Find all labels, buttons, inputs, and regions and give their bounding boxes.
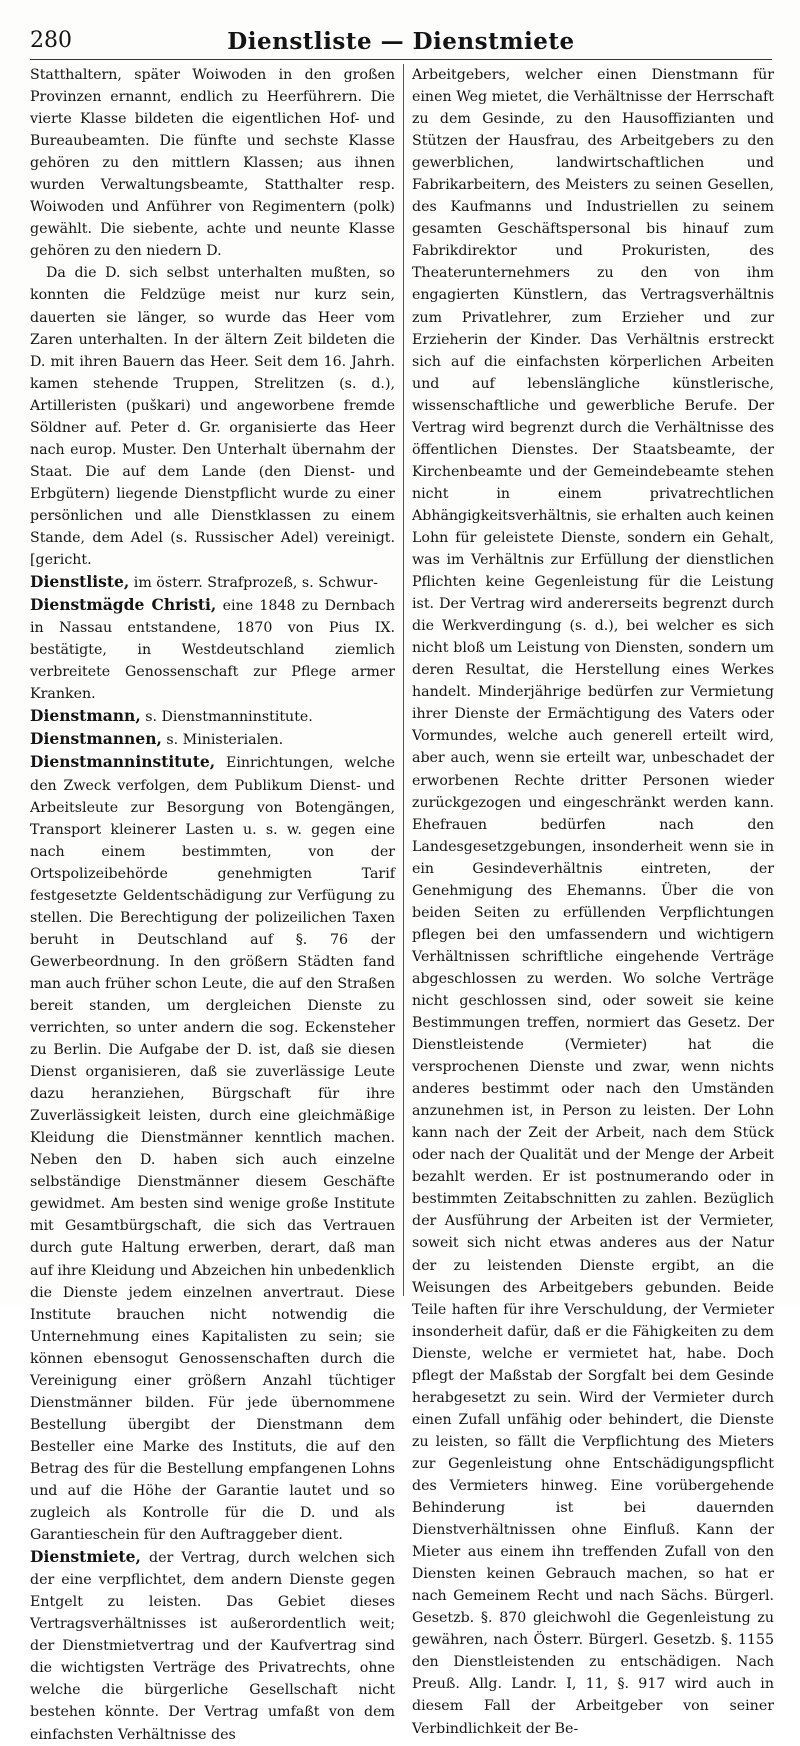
text-paragraph bbox=[412, 64, 774, 1740]
entry-text: Statthaltern, später Woiwoden in den großen Provinzen ernannt, endlich zu Heerführern. Die vierte Klasse bildeten die eigentlichen Hof- und Bureaubeamten. Die fünfte und sechste Klasse gehören zu den mittlern Klassen; aus ihnen wurden Verwaltungsbeamte, Statthalter resp. Woiwoden und Anführer von Regimentern (polk) gewählt. Die siebente, achte und neunte Klasse gehören zu den niedern D. bbox=[30, 67, 395, 260]
entry-text: Einrichtungen, welche den Zweck verfolgen, dem Publikum Dienst- und Arbeitsleute zur Besorgung von Botengängen, Transport kleinerer Lasten u. s. w. gegen eine nach einem bestimmten, von der Ortspolizeibehörde genehmigten Tarif festgesetzte Geldentschädigung zur Verfügung zu stellen. Die Berechtigung der polizeilichen Taxen beruht in Deutschland auf §. 76 der Gewerbeordnung. In den größern Städten fand man auch früher schon Leute, die auf den Straßen bereit standen, um dergleichen Dienste zu verrichten, so unter andern die sog. Eckensteher zu Berlin. Die Aufgabe der D. ist, daß sie diesen Dienst organisieren, daß sie zuverlässige Leute dazu heranziehen, Bürgschaft für ihre Zuverlässigkeit leisten, durch eine gleichmäßige Kleidung die Dienstmänner kenntlich machen. Neben den D. haben sich auch einzelne selbständige Dienstmänner diesem Geschäfte gewidmet. Am besten sind wenige große Institute mit Gesamtbürgschaft, die sich das Vertrauen durch gute Haltung erwerben, derart, daß man auf ihre Kleidung und Abzeichen hin unbedenklich die Dienste jedem einzelnen anvertraut. Diese Institute brauchen nicht notwendig die Unternehmung eines Kapitalisten zu sein; sie können ebensogut Genossenschaften durch die Vereinigung einer größern Anzahl tüchtiger Dienstmänner bilden. Für jede übernommene Bestellung übergibt der Dienstmann dem Besteller eine Marke des Instituts, die auf den Betrag des für die Bestellung empfangenen Lohns und auf die Höhe der Garantie lautet und so zugleich als Kontrolle für die D. und als Garantieschein für den Auftraggeber dient. bbox=[30, 755, 395, 1544]
page-number: 280 bbox=[30, 28, 72, 53]
right-column bbox=[412, 64, 774, 1737]
dictionary-entry bbox=[30, 594, 395, 705]
text-paragraph bbox=[30, 64, 395, 262]
entry-keyword: Dienstmann, bbox=[30, 706, 141, 726]
entry-keyword: Dienstmanninstitute, bbox=[30, 752, 216, 772]
column-divider bbox=[403, 64, 404, 1296]
entry-keyword: Dienstmiete, bbox=[30, 1547, 141, 1567]
dictionary-entry bbox=[30, 751, 395, 1546]
entry-keyword: Dienstliste, bbox=[30, 572, 130, 592]
dictionary-entry bbox=[30, 571, 395, 594]
header-rule bbox=[30, 59, 772, 60]
text-paragraph bbox=[30, 262, 395, 571]
entry-text: s. Ministerialen. bbox=[161, 732, 284, 749]
left-column bbox=[30, 64, 395, 1743]
entry-text: s. Dienstmanninstitute. bbox=[140, 709, 313, 726]
page-header bbox=[30, 28, 772, 60]
entry-keyword: Dienstmannen, bbox=[30, 729, 162, 749]
entry-text: der Vertrag, durch welchen sich der eine verpflichtet, dem andern Dienste gegen Entgelt zu leisten. Das Gebiet dieses Vertragsverhältnisses ist außerordentlich weit; der Dienstmietvertrag und der Kaufvertrag sind die wichtigsten Verträge des Privatrechts, ohne welche die bürgerliche Gesellschaft nicht bestehen könnte. Der Vertrag umfaßt von dem einfachsten Verhältnisse des bbox=[30, 1550, 395, 1743]
entry-text: Arbeitgebers, welcher einen Dienstmann für einen Weg mietet, die Verhältnisse der Herrschaft zu dem Gesinde, zu den Hausoffizianten und Stützen der Hausfrau, des Arbeitgebers zu den gewerblichen, landwirtschaftlichen und Fabrikarbeitern, des Meisters zu seinen Gesellen, des Kaufmanns und Industriellen zu seinem gesamten Geschäftspersonal bis hinauf zum Fabrikdirektor und Prokuristen, des Theaterunternehmers zu den von ihm engagierten Künstlern, das Vertragsverhältnis zum Privatlehrer, zum Erzieher und zur Erzieherin der Kinder. Das Verhältnis erstreckt sich auf die einfachsten körperlichen Arbeiten und auf lebenslängliche künstlerische, wissenschaftliche und gewerbliche Berufe. Der Vertrag wird begrenzt durch die Verhältnisse des öffentlichen Dienstes. Der Staatsbeamte, der Kirchenbeamte und der Gemeindebeamte stehen nicht in einem privatrechtlichen Abhängigkeitsverhältnis, sie erhalten auch keinen Lohn für geleistete Dienste, sondern ein Gehalt, was im Verhältnis zur Erfüllung der dienstlichen Pflichten keine Gegenleistung für die Leistung ist. Der Vertrag wird andererseits begrenzt durch die Werkverdingung (s. d.), bei welcher es sich nicht bloß um Leistung von Diensten, sondern um deren Resultat, die Herstellung eines Werkes handelt. Minderjährige bedürfen zur Vermietung ihrer Dienste der Ermächtigung des Vaters oder Vormundes, welche auch generell erteilt wird, aber auch, wenn sie erteilt war, unbeschadet der erworbenen Rechte dritter Personen wieder zurückgezogen und eingeschränkt werden kann. Ehefrauen bedürfen nach den Landesgesetzgebungen, insonderheit wenn sie in ein Gesindeverhältnis eintreten, der Genehmigung des Ehemanns. Über die von beiden Seiten zu erfüllenden Verpflichtungen pflegen bei den umfassendern und wichtigern Verhältnissen schriftliche eingehende Verträge abgeschlossen zu werden. Wo solche Verträge nicht geschlossen sind, oder soweit sie keine Bestimmungen treffen, normiert das Gesetz. Der Dienstleistende (Vermieter) hat die versprochenen Dienste und zwar, wenn nichts anderes bestimmt oder nach den Umständen anzunehmen ist, in Person zu leisten. Der Lohn kann nach der Zeit der Arbeit, nach dem Stück oder nach der Qualität und der Menge der Arbeit bezahlt werden. Er ist postnumerando oder in bestimmten Zeitabschnitten zu zahlen. Bezüglich der Ausführung der Arbeiten ist der Vermieter, soweit sich nicht etwas anderes aus der Natur der zu leistenden Dienste ergibt, an die Weisungen des Arbeitgebers gebunden. Beide Teile haften für ihre Verschuldung, der Vermieter insonderheit dafür, daß er die Fähigkeiten zu dem Dienste, welche er vermietet hat, habe. Doch pflegt der Maßstab der Sorgfalt bei dem Gesinde herabgesetzt zu sein. Wird der Vermieter durch einen Zufall unfähig oder behindert, die Dienste zu leisten, so fällt die Verpflichtung des Mieters zur Gegenleistung ohne Entschädigungspflicht des Vermieters hinweg. Eine vorübergehende Behinderung ist bei dauernden Dienstverhältnissen ohne Einfluß. Kann der Mieter aus einem ihn treffenden Zufall von den Diensten keinen Gebrauch machen, so hat er nach Gemeinem Recht und nach Sächs. Bürgerl. Gesetzb. §. 870 gleichwohl die Gegenleistung zu gewähren, nach Österr. Bürgerl. Gesetzb. §. 1155 den Dienstleistenden zu entschädigen. Nach Preuß. Allg. Landr. I, 11, §. 917 wird auch in diesem Fall der Arbeitgeber von seiner Verbindlichkeit der Be- bbox=[412, 67, 774, 1737]
entry-text: im österr. Strafprozeß, s. Schwur- bbox=[129, 575, 378, 592]
entry-keyword: Dienstmägde Christi, bbox=[30, 595, 217, 615]
dictionary-entry bbox=[30, 705, 395, 728]
running-title: Dienstliste — Dienstmiete bbox=[227, 28, 575, 55]
entry-text: eine 1848 zu Dernbach in Nassau entstandene, 1870 von Pius IX. bestätigte, in Westdeutschland ziemlich verbreitete Genossenschaft zur Pflege armer Kranken. bbox=[30, 598, 395, 703]
dictionary-entry bbox=[30, 728, 395, 751]
entry-text: Da die D. sich selbst unterhalten mußten, so konnten die Feldzüge meist nur kurz sein, dauerten sie länger, so wurde das Heer vom Zaren unterhalten. In der ältern Zeit bildeten die D. mit ihren Bauern das Heer. Seit dem 16. Jahrh. kamen stehende Truppen, Strelitzen (s. d.), Artilleristen (puškari) und angeworbene fremde Söldner auf. Peter d. Gr. organisierte das Heer nach europ. Muster. Den Unterhalt übernahm der Staat. Die auf dem Lande (den Dienst- und Erbgütern) liegende Dienstpflicht wurde zu einer persönlichen und alle Dienstklassen zu einem Stande, dem Adel (s. Russischer Adel) vereinigt. [gericht. bbox=[30, 265, 395, 569]
dictionary-entry bbox=[30, 1546, 395, 1745]
